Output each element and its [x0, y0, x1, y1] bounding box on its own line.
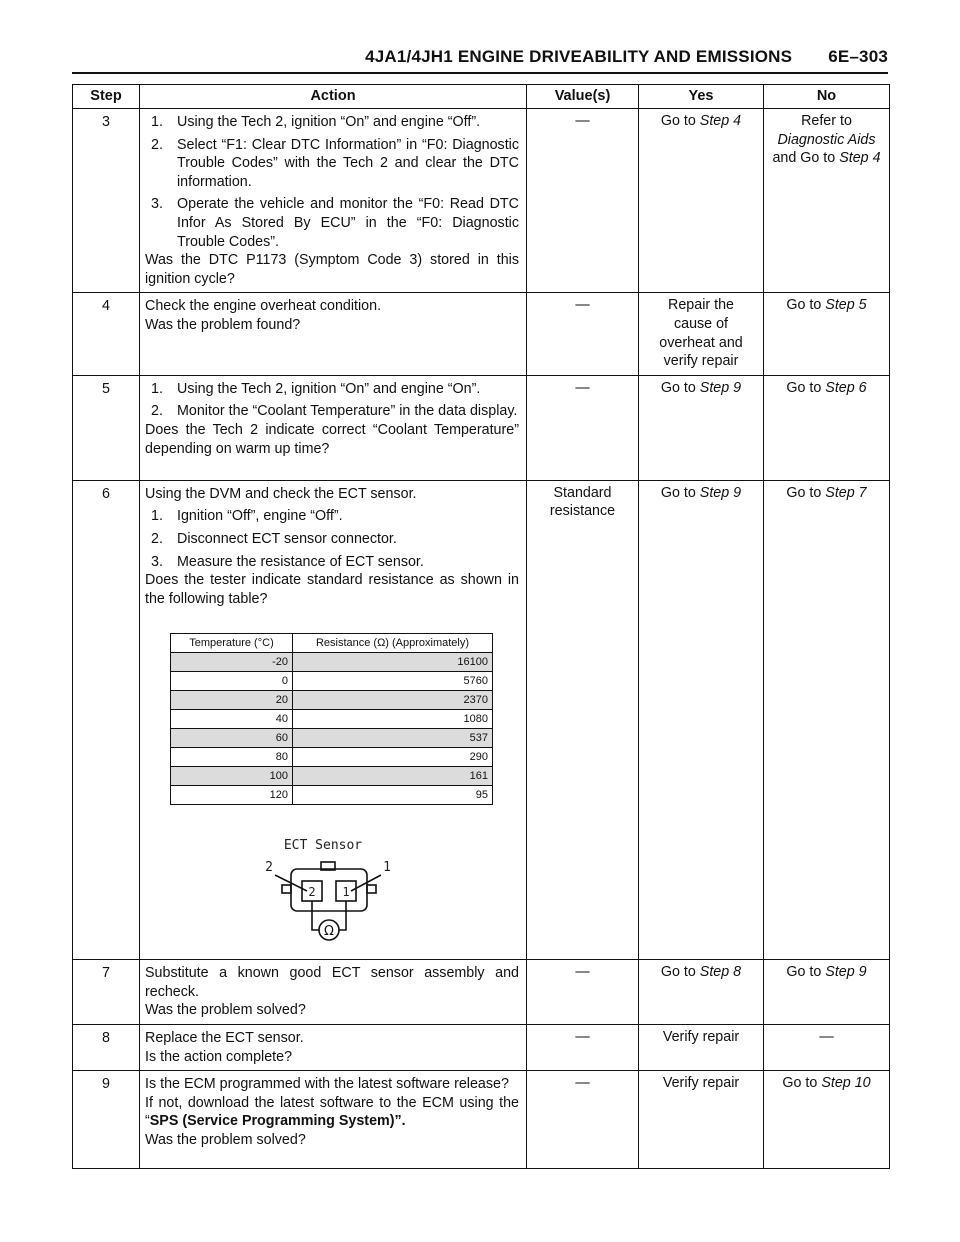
probe-wire-left [312, 901, 319, 930]
step-no: Go to Step 9 [764, 960, 890, 1025]
connector-tab-right [367, 885, 376, 893]
substep: Monitor the “Coolant Temperature” in the data display. [177, 403, 518, 420]
ect-row: 80 290 [171, 748, 493, 767]
step-yes: Go to Step 8 [639, 960, 764, 1025]
col-values: Value(s) [527, 85, 639, 109]
step-number: 9 [73, 1071, 140, 1169]
substep: Using the Tech 2, ignition “On” and engine “Off”. [177, 114, 481, 130]
step-value: — [527, 1025, 639, 1071]
col-step: Step [73, 85, 140, 109]
step-value: — [527, 293, 639, 375]
step-action: Substitute a known good ECT sensor assembly and recheck. Was the problem solved? [140, 960, 527, 1025]
page-header [72, 44, 888, 74]
substep: Measure the resistance of ECT sensor. [177, 553, 424, 570]
step-link: Step 4 [839, 150, 881, 167]
step-yes: Repair the cause of overheat and verify repair [639, 293, 764, 375]
sps-reference: SPS (Service Programming System)”. [149, 1113, 406, 1130]
step-9-row [73, 1071, 890, 1169]
step-action: Using the DVM and check the ECT sensor. 1. Ignition “Off”, engine “Off”. 2. Disconnect ECT sensor connector. 3. Measure the resistance of ECT sensor. Does the tester indicate standard resistance as shown in the following table? Temperature (°C) Resistance (Ω) (Approximately) -20 16100 0 5760 20 2370 40 1080 60 537 80 290 100 161 120 95 ECT Sensor 2 1 2 1 Ω [140, 480, 527, 960]
step-yes: Verify repair [639, 1071, 764, 1169]
step-link: Step 7 [825, 484, 867, 501]
ect-row: 60 537 [171, 729, 493, 748]
step-action: Replace the ECT sensor. Is the action complete? [140, 1025, 527, 1071]
step-4-row [73, 293, 890, 375]
pin-label-left: 2 [265, 860, 273, 876]
step-5-row [73, 375, 890, 480]
step-no: Go to Step 7 [764, 480, 890, 960]
ect-row: 20 2370 [171, 691, 493, 710]
step-question: Does the Tech 2 indicate correct “Coolant Temperature” depending on warm up time? [145, 421, 519, 457]
ect-row: 40 1080 [171, 710, 493, 729]
step-link: Step 4 [699, 113, 742, 129]
substep: Select “F1: Clear DTC Information” in “F0: Diagnostic Trouble Codes” with the Tech 2 and clear the DTC information. [177, 136, 519, 190]
step-action: 1. Using the Tech 2, ignition “On” and engine “Off”. 2. Select “F1: Clear DTC Information” in “F0: Diagnostic Trouble Codes” with the Tech 2 and clear the DTC information. 3. Operate the vehicle and monitor the “F0: Read DTC Infor As Stored By ECU” in the “F0: Diagnostic Trouble Codes”. Was the DTC P1173 (Symptom Code 3) stored in this ignition cycle? [140, 109, 527, 293]
step-3-row [73, 109, 890, 293]
step-value: — [527, 960, 639, 1025]
probe-wire-right [339, 901, 346, 930]
step-link: Step 5 [825, 297, 867, 314]
substep: Operate the vehicle and monitor the “F0: Read DTC Infor As Stored By ECU” in the “F0: Diagnostic Trouble Codes”. [177, 196, 519, 250]
step-no: Go to Step 6 [764, 375, 890, 480]
col-action: Action [140, 85, 527, 109]
step-7-row [73, 960, 890, 1025]
step-question: Was the DTC P1173 (Symptom Code 3) stored in this ignition cycle? [145, 252, 519, 287]
step-8-row [73, 1025, 890, 1071]
step-no: — [764, 1025, 890, 1071]
pin-label-right: 1 [383, 860, 391, 876]
step-number: 4 [73, 293, 140, 375]
step-link: Step 9 [825, 964, 867, 981]
table-header-row [73, 85, 890, 109]
step-number: 8 [73, 1025, 140, 1071]
ect-row: -20 16100 [171, 653, 493, 672]
ohm-symbol-icon: Ω [324, 924, 334, 940]
step-link: Step 9 [699, 379, 742, 396]
step-number: 6 [73, 480, 140, 960]
substep: Ignition “Off”, engine “Off”. [177, 508, 343, 525]
step-no: Go to Step 10 [764, 1071, 890, 1169]
step-question: Was the problem solved? [145, 1002, 306, 1019]
step-value: — [527, 1071, 639, 1169]
pin-1-number: 1 [342, 885, 350, 900]
step-no: Refer to Diagnostic Aids and Go to Step 4 [764, 109, 890, 293]
step-number: 7 [73, 960, 140, 1025]
step-number: 3 [73, 109, 140, 293]
ect-row: 0 5760 [171, 672, 493, 691]
substep: Using the Tech 2, ignition “On” and engine “On”. [177, 380, 481, 397]
step-6-row [73, 480, 890, 960]
step-yes: Go to Step 4 [639, 109, 764, 293]
ect-resistance-table [170, 633, 493, 805]
step-action: Check the engine overheat condition. Was the problem found? [140, 293, 527, 375]
step-question: Is the action complete? [145, 1048, 293, 1065]
step-yes: Go to Step 9 [639, 375, 764, 480]
ect-sensor-label: ECT Sensor [283, 838, 363, 854]
substep: Disconnect ECT sensor connector. [177, 530, 397, 547]
pin-2-number: 2 [308, 885, 316, 900]
page-title: 4JA1/4JH1 ENGINE DRIVEABILITY AND EMISSIONS [365, 47, 793, 66]
ect-row: 100 161 [171, 767, 493, 786]
ect-sensor-drawing [255, 835, 395, 955]
diagnostic-table [72, 84, 890, 1169]
step-yes: Go to Step 9 [639, 480, 764, 960]
step-link: Step 8 [699, 964, 742, 981]
ect-col-resistance: Resistance (Ω) (Approximately) [293, 634, 493, 653]
step-value: Standard resistance [527, 480, 639, 960]
step-number: 5 [73, 375, 140, 480]
step-link: Step 10 [821, 1075, 871, 1092]
step-question: Was the problem solved? [145, 1132, 306, 1149]
step-yes: Verify repair [639, 1025, 764, 1071]
col-no: No [764, 85, 890, 109]
ect-row: 120 95 [171, 786, 493, 805]
step-value: — [527, 375, 639, 480]
step-action: Is the ECM programmed with the latest software release? If not, download the latest software to the ECM using the “SPS (Service Programming System)”. Was the problem solved? [140, 1071, 527, 1169]
step-action: 1. Using the Tech 2, ignition “On” and engine “On”. 2. Monitor the “Coolant Temperature” in the data display. Does the Tech 2 indicate correct “Coolant Temperature” depending on warm up time? [140, 375, 527, 480]
ect-sensor-diagram [255, 835, 395, 955]
ect-table-header [171, 634, 493, 653]
step-no: Go to Step 5 [764, 293, 890, 375]
step-link: Step 9 [699, 484, 742, 501]
step-value: — [527, 109, 639, 293]
step-link: Step 6 [825, 379, 867, 396]
page-number: 6E–303 [828, 47, 888, 66]
step-question: Does the tester indicate standard resistance as shown in the following table? [145, 572, 519, 607]
step-question: Was the problem found? [145, 316, 301, 333]
connector-tab-left [282, 885, 291, 893]
col-yes: Yes [639, 85, 764, 109]
diagnostic-aids-ref: Diagnostic Aids [777, 131, 876, 148]
ect-col-temperature: Temperature (°C) [171, 634, 293, 653]
